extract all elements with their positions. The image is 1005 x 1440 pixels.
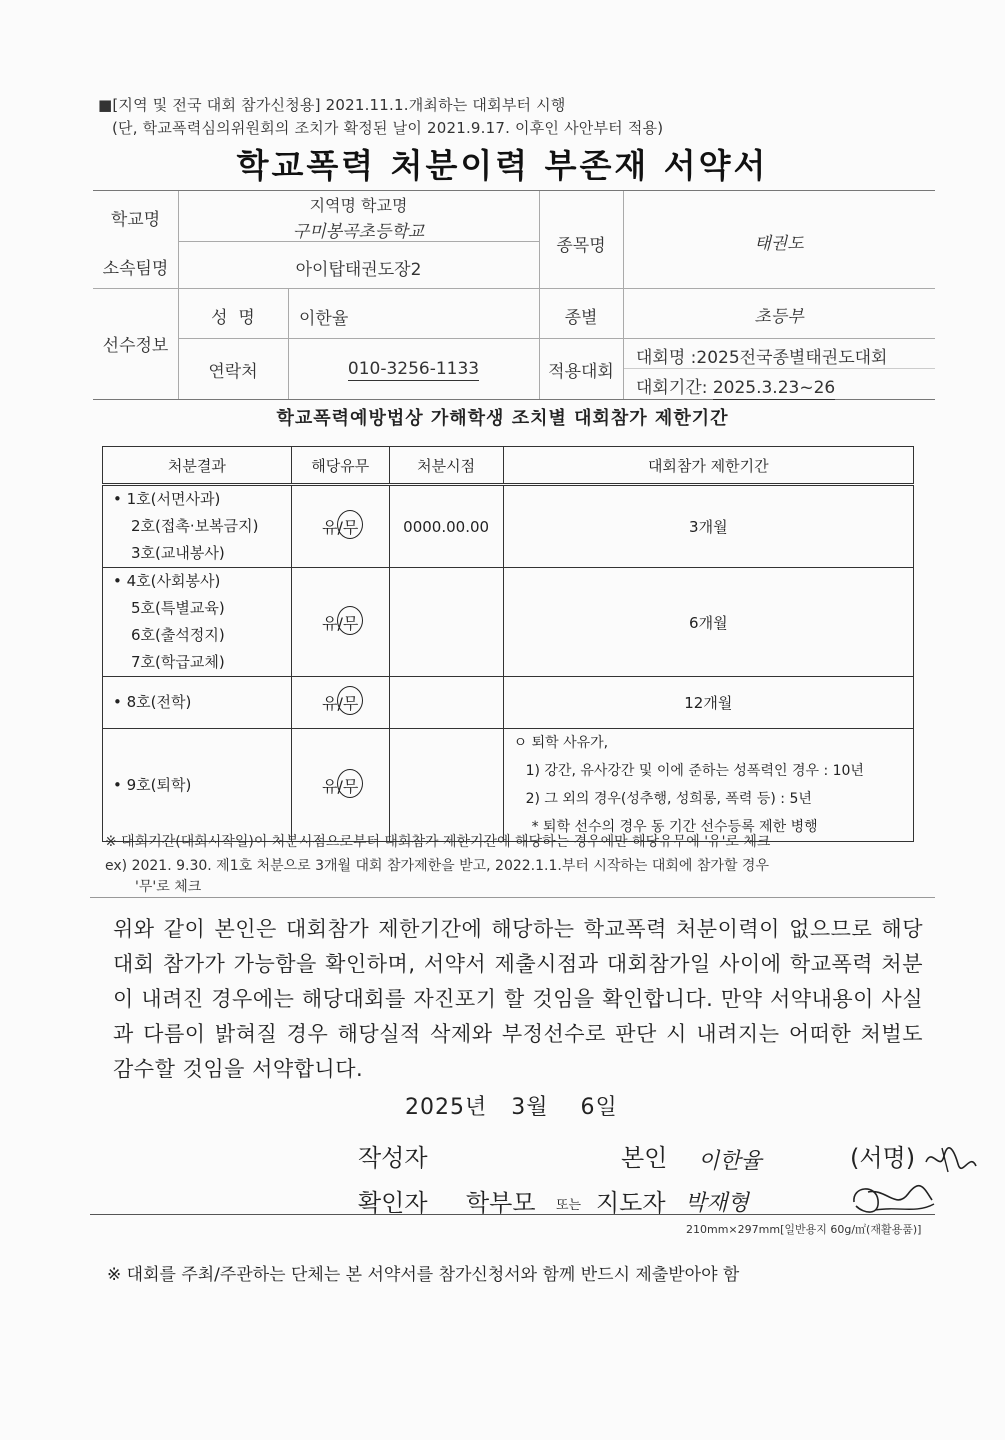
circle-mark — [337, 510, 363, 539]
player-info-label: 선수정보 — [102, 336, 169, 356]
expulsion-note: * 퇴학 선수의 경우 동 기간 선수등록 제한 병행 — [531, 819, 818, 835]
disposition-item: • 4호(사회봉사) — [113, 572, 221, 590]
parent-label: 학부모 — [466, 1189, 536, 1217]
disposition-item: 5호(특별교육) — [131, 599, 225, 617]
school-hint: 지역명 학교명 — [309, 196, 408, 215]
disposition-item: 6호(출석정지) — [131, 626, 225, 644]
team-label: 소속팀명 — [102, 259, 169, 279]
self-label: 본인 — [621, 1144, 668, 1172]
self-name-handwritten: 이한율 — [698, 1149, 762, 1174]
yn-checkbox[interactable]: 유/무 — [322, 515, 358, 538]
sign-label: (서명) — [850, 1144, 916, 1172]
circle-mark — [337, 769, 363, 798]
event-period — [636, 373, 835, 398]
final-note: ※ 대회를 주최/주관하는 단체는 본 서약서를 참가신청서와 함께 반드시 제출받아야 함 — [107, 1265, 740, 1285]
category-value: 초등부 — [754, 307, 804, 327]
paper-spec: 210mm×297mm[일반용지 60g/㎡(재활용품)] — [686, 1223, 922, 1236]
school-label: 학교명 — [110, 210, 161, 230]
disposition-item: 2호(접촉·보복금지) — [131, 517, 259, 535]
circle-mark — [337, 686, 363, 715]
divider — [90, 1214, 935, 1215]
restriction-period: 12개월 — [503, 677, 913, 729]
contact-value: 010-3256-1133 — [347, 359, 480, 379]
header-line-1: ■[지역 및 전국 대회 참가신청용] 2021.11.1.개최하는 대회부터 시행 — [98, 96, 566, 114]
col-header-limit: 대회참가 제한기간 — [503, 447, 913, 485]
expulsion-note: 1) 강간, 유사강간 및 이에 준하는 성폭력인 경우 : 10년 — [525, 763, 864, 779]
footnote-3: '무'로 체크 — [135, 879, 202, 895]
sport-value: 태권도 — [754, 234, 804, 254]
coach-name-handwritten: 박재형 — [685, 1191, 749, 1216]
writer-label: 작성자 — [358, 1144, 428, 1172]
table-row — [103, 677, 914, 729]
yn-checkbox[interactable]: 유/무 — [322, 774, 358, 797]
restriction-table — [102, 446, 914, 842]
category-label: 종별 — [564, 308, 598, 328]
document-title: 학교폭력 처분이력 부존재 서약서 — [236, 146, 769, 185]
info-table — [93, 190, 935, 400]
coach-label: 지도자 — [596, 1189, 666, 1217]
disposition-time — [389, 568, 503, 677]
disposition-item: • 1호(서면사과) — [113, 490, 221, 508]
disposition-time — [389, 729, 503, 842]
disposition-item: • 9호(퇴학) — [113, 775, 192, 794]
header-line-2: (단, 학교폭력심의위원회의 조치가 확정된 날이 2021.9.17. 이후인 사안부터 적용) — [112, 119, 664, 137]
contact-label: 연락처 — [208, 362, 258, 382]
disposition-item: 7호(학급교체) — [131, 653, 225, 671]
disposition-time: 0000.00.00 — [389, 485, 503, 568]
yn-checkbox[interactable]: 유/무 — [322, 691, 358, 714]
col-header-result: 처분결과 — [103, 447, 292, 485]
table-row — [103, 729, 914, 842]
restriction-period: 6개월 — [503, 568, 913, 677]
table-row — [103, 485, 914, 568]
table-subtitle: 학교폭력예방법상 가해학생 조치별 대회참가 제한기간 — [276, 408, 729, 429]
event-name — [636, 343, 887, 368]
circle-mark — [337, 606, 363, 635]
col-header-time: 처분시점 — [389, 447, 503, 485]
pledge-text: 위와 같이 본인은 대회참가 제한기간에 해당하는 학교폭력 처분이력이 없으므로 해당 대회 참가가 가능함을 확인하며, 서약서 제출시점과 대회참가일 사이에 학교폭력 처분이 내려진 경우에는 해당대회를 자진포기 할 것임을 확인합니다. 만약 서약내용이 사실과 다름이 밝혀질 경우 해당실적 삭제와 부정선수로 판단 시 내려지는 어떠한 처벌도 감수할 것임을 서약합니다. — [113, 917, 923, 1081]
event-period-value: 2025.3.23~26 — [712, 378, 836, 398]
team-value: 아이탑태권도장2 — [295, 260, 422, 280]
disposition-item: • 8호(전학) — [113, 693, 192, 711]
sport-label: 종목명 — [556, 236, 606, 256]
signature-scribble-1 — [922, 1142, 980, 1178]
school-value: 구미봉곡초등학교 — [292, 222, 425, 242]
event-label: 적용대회 — [548, 362, 614, 382]
footnote-2: ex) 2021. 9.30. 제1호 처분으로 3개월 대회 참가제한을 받고, 2022.1.1.부터 시작하는 대회에 참가할 경우 — [105, 858, 769, 874]
footnote-1: ※ 대회기간(대회시작일)이 처분시점으로부터 대회참가 제한기간에 해당하는 경우에만 해당유무에 '유'로 체크 — [105, 834, 771, 850]
disposition-item: 3호(교내봉사) — [131, 544, 225, 562]
event-name-label: 대회명 : — [636, 348, 697, 368]
disposition-time — [389, 677, 503, 729]
pledge-date: 2025년 3월 6일 — [405, 1095, 618, 1120]
name-label: 성 명 — [211, 308, 255, 328]
event-period-label: 대회기간: — [636, 378, 708, 398]
yn-checkbox[interactable]: 유/무 — [322, 611, 358, 634]
table-row — [103, 568, 914, 677]
expulsion-note: ㅇ 퇴학 사유가, — [513, 735, 609, 751]
or-label: 또는 — [556, 1198, 582, 1213]
restriction-period: 3개월 — [503, 485, 913, 568]
expulsion-note: 2) 그 외의 경우(성추행, 성희롱, 폭력 등) : 5년 — [525, 791, 812, 807]
event-name-value: 2025전국종별태권도대회 — [696, 348, 888, 368]
col-header-applicable: 해당유무 — [291, 447, 389, 485]
name-value: 이한율 — [299, 309, 349, 329]
confirm-label: 확인자 — [358, 1189, 428, 1217]
